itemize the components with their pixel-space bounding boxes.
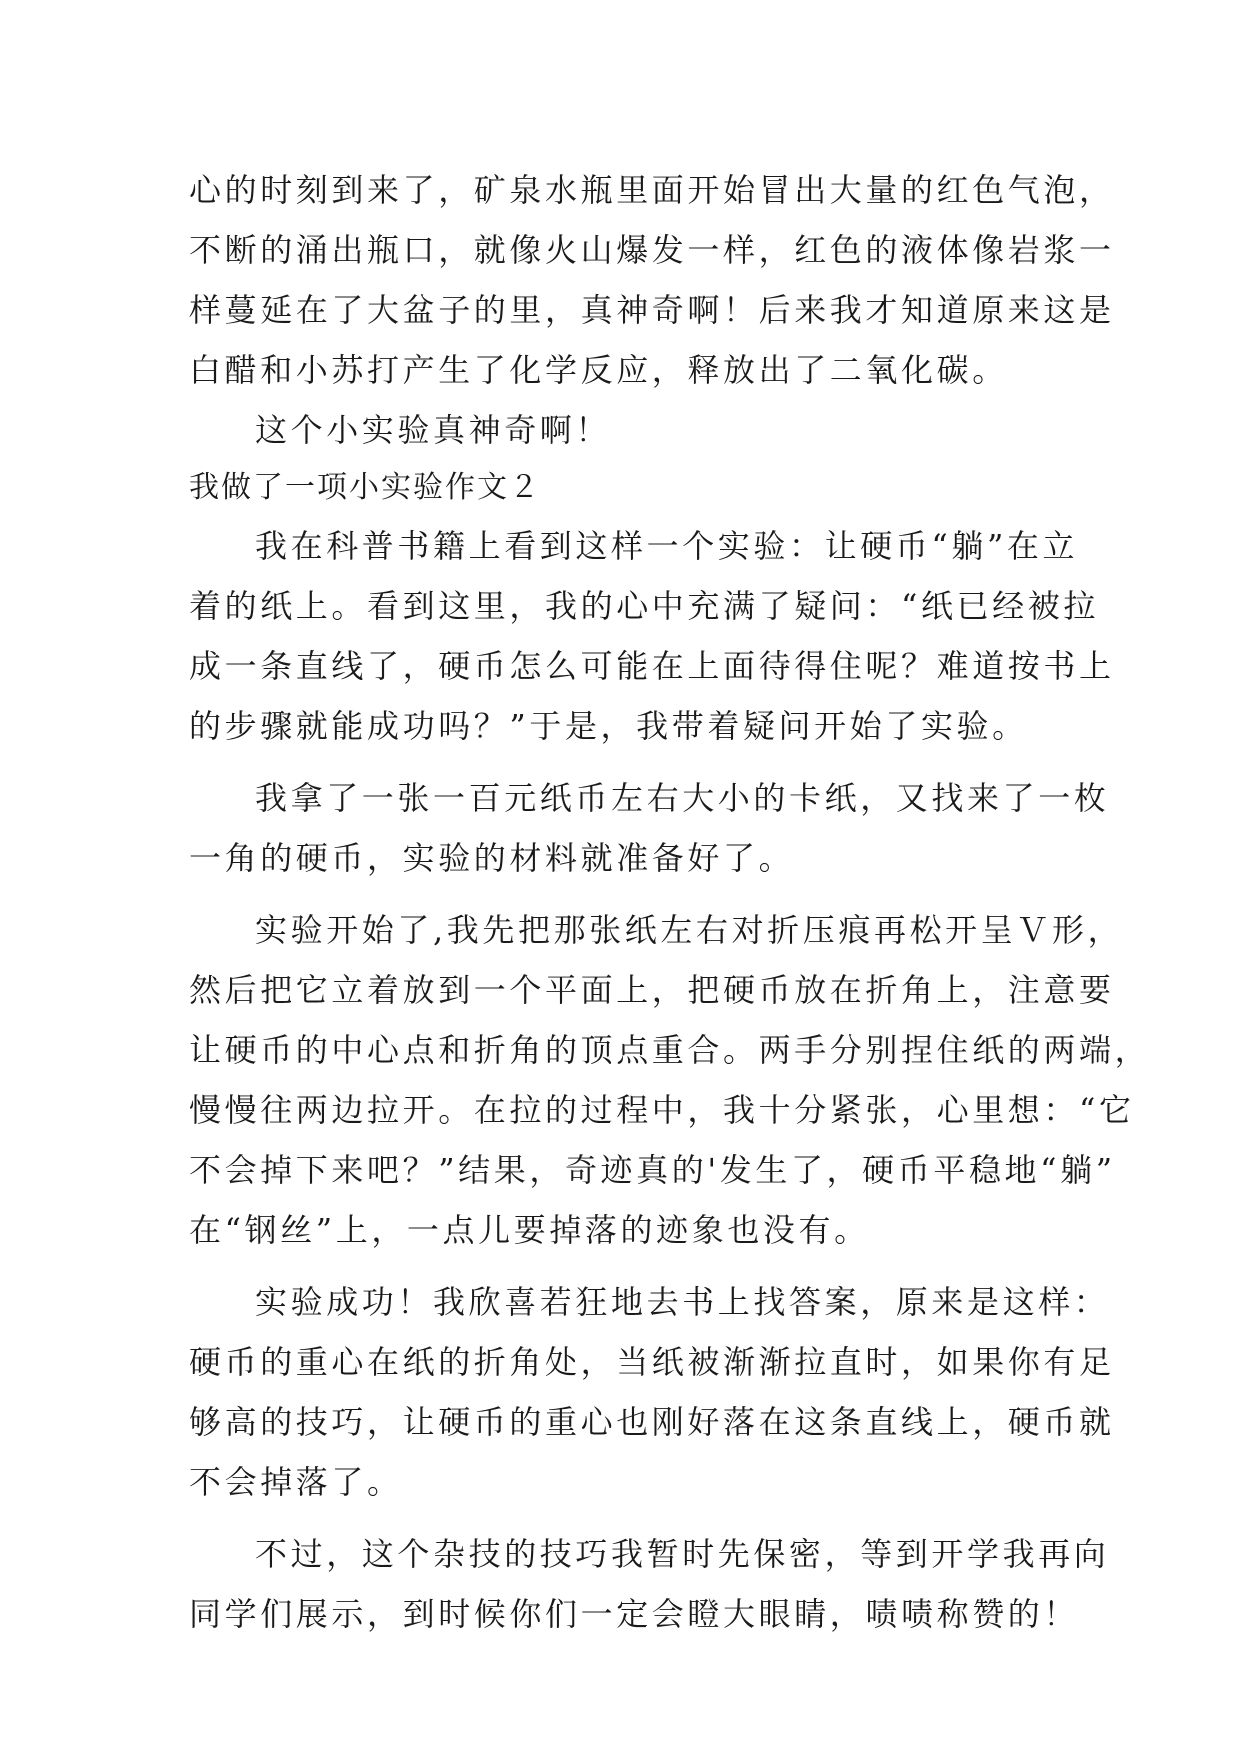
- text-line: 不会掉下来吧？”结果，奇迹真的'发生了，硬币平稳地“躺”: [189, 1151, 1116, 1189]
- text-line: 然后把它立着放到一个平面上，把硬币放在折角上，注意要: [189, 971, 1115, 1009]
- paragraph-materials: [189, 768, 1110, 888]
- text-line: 一角的硬币，实验的材料就准备好了。: [189, 839, 795, 877]
- paragraph-continuation: [189, 160, 1115, 400]
- text-line: 不过，这个杂技的技巧我暂时先保密，等到开学我再向: [255, 1535, 1110, 1573]
- text-line: 实验成功！我欣喜若狂地去书上找答案，原来是这样：: [255, 1283, 1110, 1321]
- essay-title: [189, 460, 1057, 516]
- text-line: 样蔓延在了大盆子的里，真神奇啊！后来我才知道原来这是: [189, 291, 1115, 329]
- text-line: 在“钢丝”上，一点儿要掉落的迹象也没有。: [189, 1211, 870, 1249]
- text-line: 着的纸上。看到这里，我的心中充满了疑问：“纸已经被拉: [189, 587, 1099, 625]
- text-line: 不断的涌出瓶口，就像火山爆发一样，红色的液体像岩浆一: [189, 231, 1115, 269]
- text-line: 够高的技巧，让硬币的重心也刚好落在这条直线上，硬币就: [189, 1403, 1115, 1441]
- text-line: 同学们展示，到时候你们一定会瞪大眼睛，啧啧称赞的！: [189, 1595, 1080, 1633]
- text-line: 成一条直线了，硬币怎么可能在上面待得住呢？难道按书上: [189, 647, 1115, 685]
- paragraph-conclusion: [189, 400, 1057, 460]
- text-line: 慢慢往两边拉开。在拉的过程中，我十分紧张，心里想：“它: [189, 1091, 1135, 1129]
- text-line: 白醋和小苏打产生了化学反应，释放出了二氧化碳。: [189, 351, 1008, 389]
- text-line: 不会掉落了。: [189, 1463, 403, 1501]
- text-line: 让硬币的中心点和折角的顶点重合。两手分别捏住纸的两端，: [189, 1031, 1151, 1069]
- text-line: 我在科普书籍上看到这样一个实验：让硬币“躺”在立: [255, 527, 1079, 565]
- text-line: 实验开始了,我先把那张纸左右对折压痕再松开呈Ｖ形，: [255, 911, 1124, 949]
- paragraph-procedure: [189, 900, 1151, 1260]
- text-line: 这个小实验真神奇啊！: [255, 411, 612, 449]
- text-line: 心的时刻到来了，矿泉水瓶里面开始冒出大量的红色气泡，: [189, 171, 1115, 209]
- text-line: 的步骤就能成功吗？”于是，我带着疑问开始了实验。: [189, 707, 1028, 745]
- paragraph-explanation: [189, 1272, 1115, 1512]
- paragraph-ending: [189, 1524, 1110, 1644]
- text-line: 我拿了一张一百元纸币左右大小的卡纸，又找来了一枚: [255, 779, 1110, 817]
- essay-body: [189, 160, 1151, 1644]
- essay-title-text: 我做了一项小实验作文２: [189, 470, 541, 505]
- paragraph-intro: [189, 516, 1115, 756]
- text-line: 硬币的重心在纸的折角处，当纸被渐渐拉直时，如果你有足: [189, 1343, 1115, 1381]
